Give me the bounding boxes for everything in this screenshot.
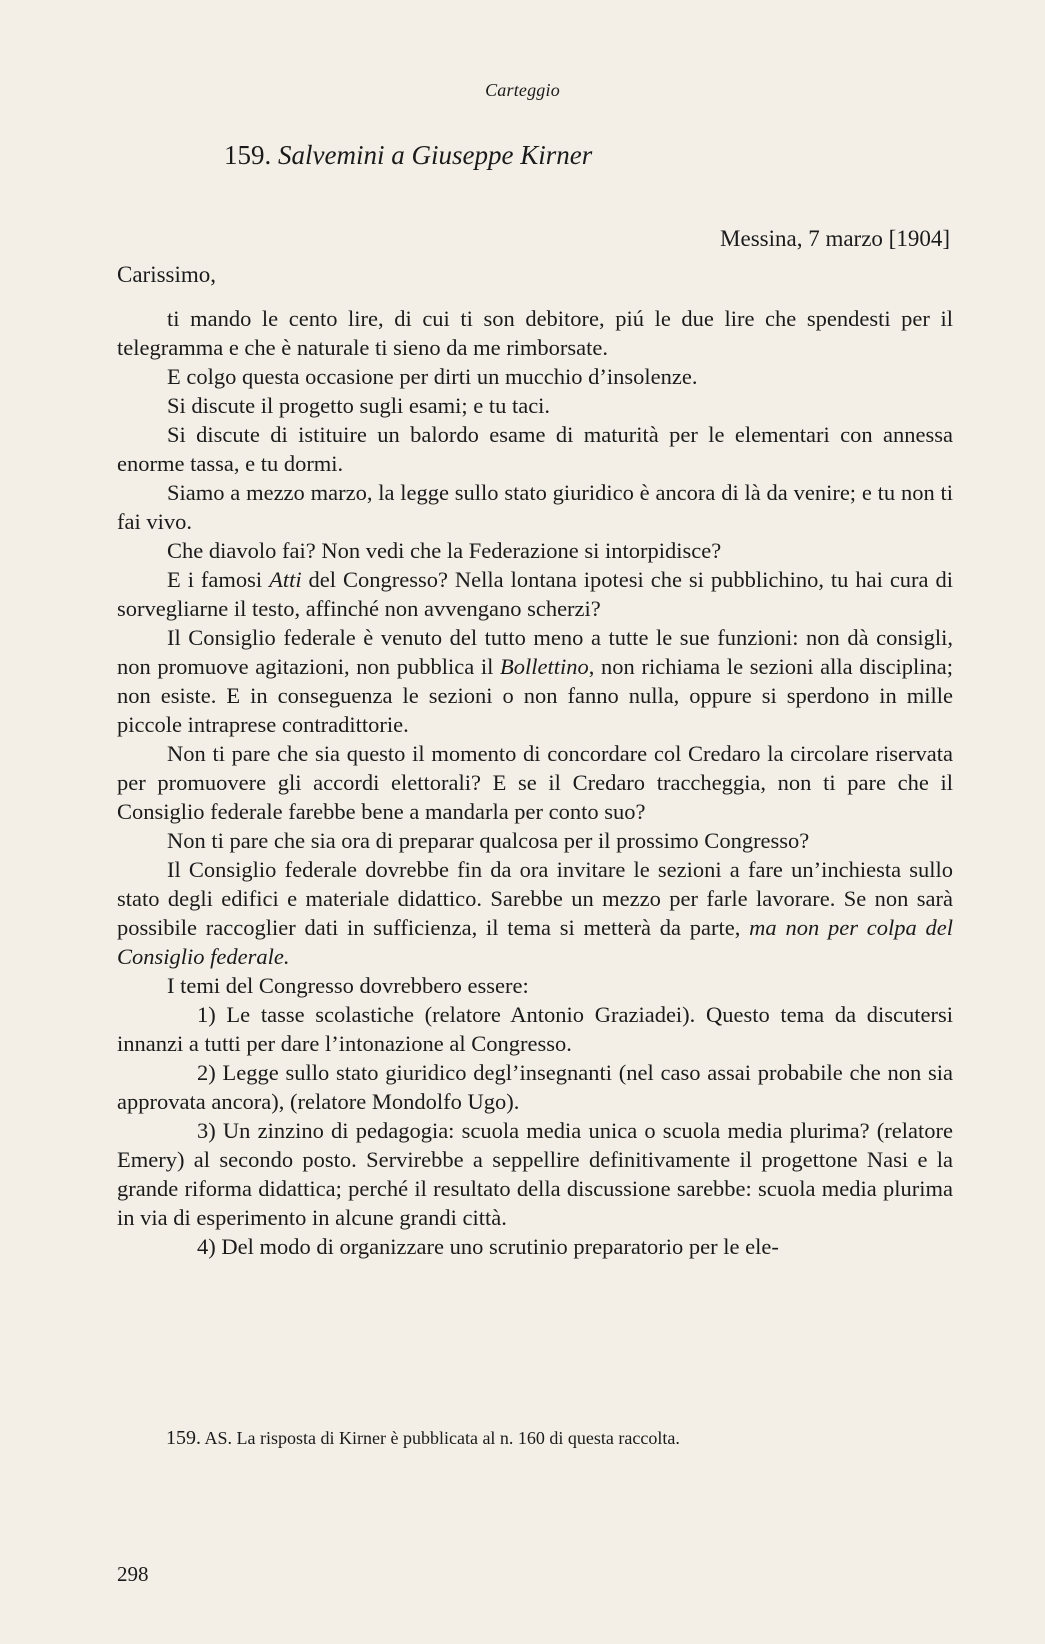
page-number: 298 xyxy=(117,1562,149,1586)
list-item xyxy=(117,1232,953,1261)
text-run: Che diavolo fai? Non vedi che la Federazione si intorpidisce? xyxy=(167,538,722,563)
text-run: E i famosi xyxy=(167,567,270,592)
text-run: Si discute il progetto sugli esami; e tu taci. xyxy=(167,393,551,418)
paragraph xyxy=(117,623,953,739)
text-run: del Congresso? Nella lontana ipotesi che si pubblichino, tu hai cura di sorvegliarne il testo, affinché non avvengano scherzi? xyxy=(117,567,953,621)
text-run: 3) Un zinzino di pedagogia: scuola media unica o scuola media plurima? (relatore Emery) al secondo posto. Servirebbe a seppellire definitivamente il progettone Nasi e la grande riforma didattica; perché il resultato della discussione sarebbe: scuola media plurima in via di esperimento in alcune grandi città. xyxy=(117,1118,953,1230)
text-run: Si discute di istituire un balordo esame di maturità per le elementari con annessa enorme tassa, e tu dormi. xyxy=(117,422,953,476)
text-run: I temi del Congresso dovrebbero essere: xyxy=(167,973,529,998)
paragraph xyxy=(117,391,953,420)
paragraph xyxy=(117,739,953,826)
list-item xyxy=(117,1116,953,1232)
paragraph xyxy=(117,304,953,362)
text-run: E colgo questa occasione per dirti un mucchio d’insolenze. xyxy=(167,364,698,389)
running-head: Carteggio xyxy=(485,80,560,100)
text-run: Non ti pare che sia questo il momento di concordare col Credaro la circolare riservata per promuovere gli accordi elettorali? E se il Credaro traccheggia, non ti pare che il Consiglio federale farebbe bene a mandarla per conto suo? xyxy=(117,741,953,824)
text-run: 2) Legge sullo stato giuridico degl’insegnanti (nel caso assai probabile che non sia approvata ancora), (relatore Mondolfo Ugo). xyxy=(117,1060,953,1114)
letter-heading: Salvemini a Giuseppe Kirner xyxy=(278,140,593,170)
paragraph xyxy=(117,971,953,1000)
dateline: Messina, 7 marzo [1904] xyxy=(720,226,950,251)
paragraph xyxy=(117,826,953,855)
letter-number: 159. xyxy=(224,140,272,170)
text-run: Non ti pare che sia ora di preparar qualcosa per il prossimo Congresso? xyxy=(167,828,810,853)
salutation: Carissimo, xyxy=(117,262,217,287)
text-run: ti mando le cento lire, di cui ti son debitore, piú le due lire che spendesti per il telegramma e che è naturale ti sieno da me rimborsate. xyxy=(117,306,953,360)
italic-text: Bollettino xyxy=(500,654,589,679)
text-run: Siamo a mezzo marzo, la legge sullo stato giuridico è ancora di là da venire; e tu non ti fai vivo. xyxy=(117,480,953,534)
list-item xyxy=(117,1000,953,1058)
paragraph xyxy=(117,478,953,536)
italic-text: Atti xyxy=(269,567,302,592)
text-run: 1) Le tasse scolastiche (relatore Antonio Graziadei). Questo tema da discutersi innanzi a tutti per dare l’intonazione al Congresso. xyxy=(117,1002,953,1056)
paragraph xyxy=(117,420,953,478)
paragraph xyxy=(117,362,953,391)
text-run: 4) Del modo di organizzare uno scrutinio preparatorio per le ele- xyxy=(197,1234,779,1259)
footnote-number: 159. xyxy=(166,1427,201,1449)
letter-title xyxy=(224,140,592,171)
footnote-text: AS. La risposta di Kirner è pubblicata al n. 160 di questa raccolta. xyxy=(204,1428,680,1448)
footnote xyxy=(166,1427,680,1450)
text-run: Il Consiglio federale è venuto del tutto meno a tutte le sue funzioni: non dà consigli, non promuove agitazioni, non pubblica il xyxy=(117,625,953,679)
text-run: Il Consiglio federale dovrebbe fin da ora invitare le sezioni a fare un’inchiesta sullo stato degli edifici e materiale didattico. Sarebbe un mezzo per farle lavorare. Se non sarà possibile raccoglier dati in sufficienza, il tema si metterà da parte, xyxy=(117,857,953,940)
italic-text: ma non per colpa del Consiglio federale. xyxy=(117,915,954,969)
text-run: , non richiama le sezioni alla disciplina; non esiste. E in conseguenza le sezioni o non fanno nulla, oppure si sperdono in mille piccole intraprese contradittorie. xyxy=(117,654,953,737)
paragraph xyxy=(117,536,953,565)
paragraph xyxy=(117,565,953,623)
list-item xyxy=(117,1058,953,1116)
paragraph xyxy=(117,855,953,971)
letter-body xyxy=(117,304,953,1261)
